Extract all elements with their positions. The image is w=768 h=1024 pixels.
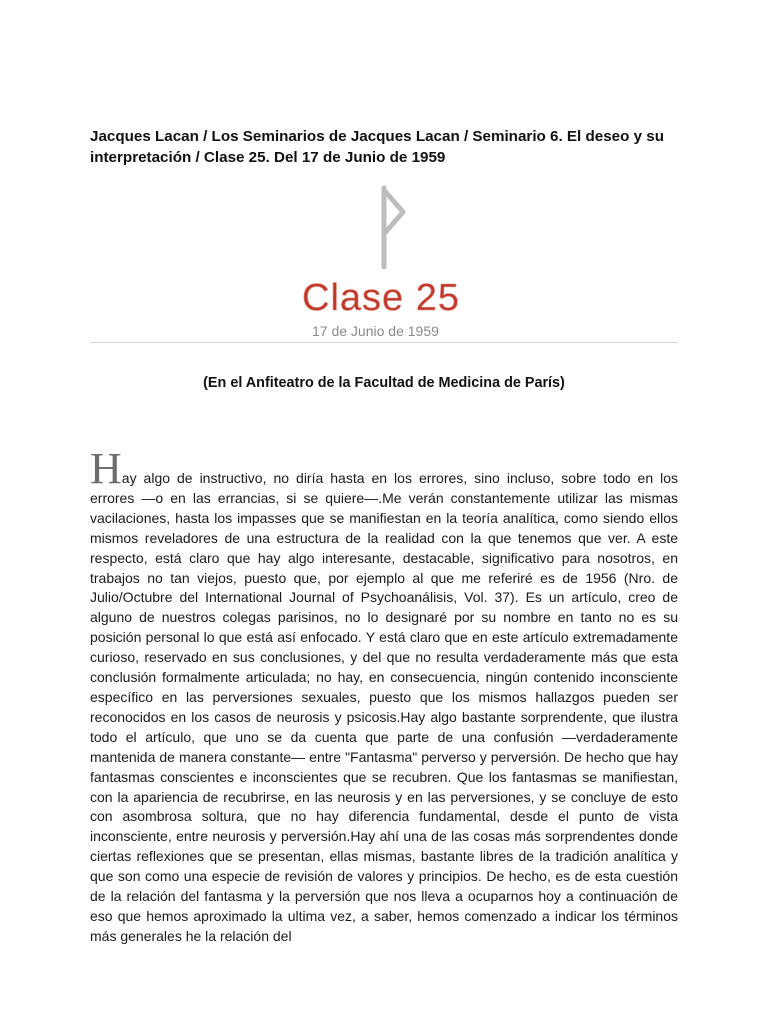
document-title: Jacques Lacan / Los Seminarios de Jacques Lacan / Seminario 6. El deseo y su interpretación / Clase 25. Del 17 de Junio de 1959 bbox=[90, 128, 664, 166]
drop-cap: H bbox=[90, 444, 122, 493]
location-subtitle: (En el Anfiteatro de la Facultad de Medicina de París) bbox=[203, 375, 565, 391]
divider bbox=[90, 342, 678, 343]
body-paragraph bbox=[90, 444, 678, 947]
clase-heading bbox=[300, 270, 470, 318]
session-date: 17 de Junio de 1959 bbox=[312, 323, 439, 339]
clase-heading-text: Clase 25 bbox=[302, 277, 460, 318]
body-text: ay algo de instructivo, no diría hasta en los errores, sino incluso, sobre todo en los errores —o en las errancias, si se quiere—.Me verán constantemente utilizar las mismas vacilaciones, hasta los impasses que se manifiestan en la teoría analítica, como siendo ellos mismos reveladores de una estructura de la realidad con la que tenemos que ver. A este respecto, está claro que hay algo interesante, destacable, significativo para nosotros, en trabajos no tan viejos, puesto que, por ejemplo al que me referiré es de 1956 (Nro. de Julio/Octubre del International Journal of Psychoanálisis, Vol. 37). Es un artículo, creo de alguno de nuestros colegas parisinos, no lo designaré por su nombre en tanto no es su posición personal lo que está así enfocado. Y está claro que en este artículo extremadamente curioso, reservado en sus conclusiones, y del que no resulta verdaderamente más que esta conclusión formalmente articulada; no hay, en consecuencia, ningún contenido inconsciente específico en las perversiones sexuales, puesto que los mismos hallazgos pueden ser reconocidos en los casos de neurosis y psicosis.Hay algo bastante sorprendente, que ilustra todo el artículo, que uno se da cuenta que parte de una confusión —verdaderamente mantenida de manera constante— entre "Fantasma" perverso y perversión. De hecho que hay fantasmas conscientes e inconscientes que se recubren. Que los fantasmas se manifiestan, con la apariencia de recubrirse, en las neurosis y en las perversiones, y se concluye de esto con asombrosa soltura, que no hay diferencia fundamental, desde el punto de vista inconsciente, entre neurosis y perversión.Hay ahí una de las cosas más sorprendentes donde ciertas reflexiones que se presentan, ellas mismas, bastante libres de la tradición analítica y que son como una especie de revisión de valores y principios. De hecho, es de esta cuestión de la relación del fantasma y la perversión que nos lleva a ocuparnos hoy a continuación de eso que hemos aproximado la ultima vez, a saber, hemos comenzado a indicar los términos más generales he la relación del bbox=[90, 470, 678, 944]
rune-icon bbox=[370, 184, 410, 272]
